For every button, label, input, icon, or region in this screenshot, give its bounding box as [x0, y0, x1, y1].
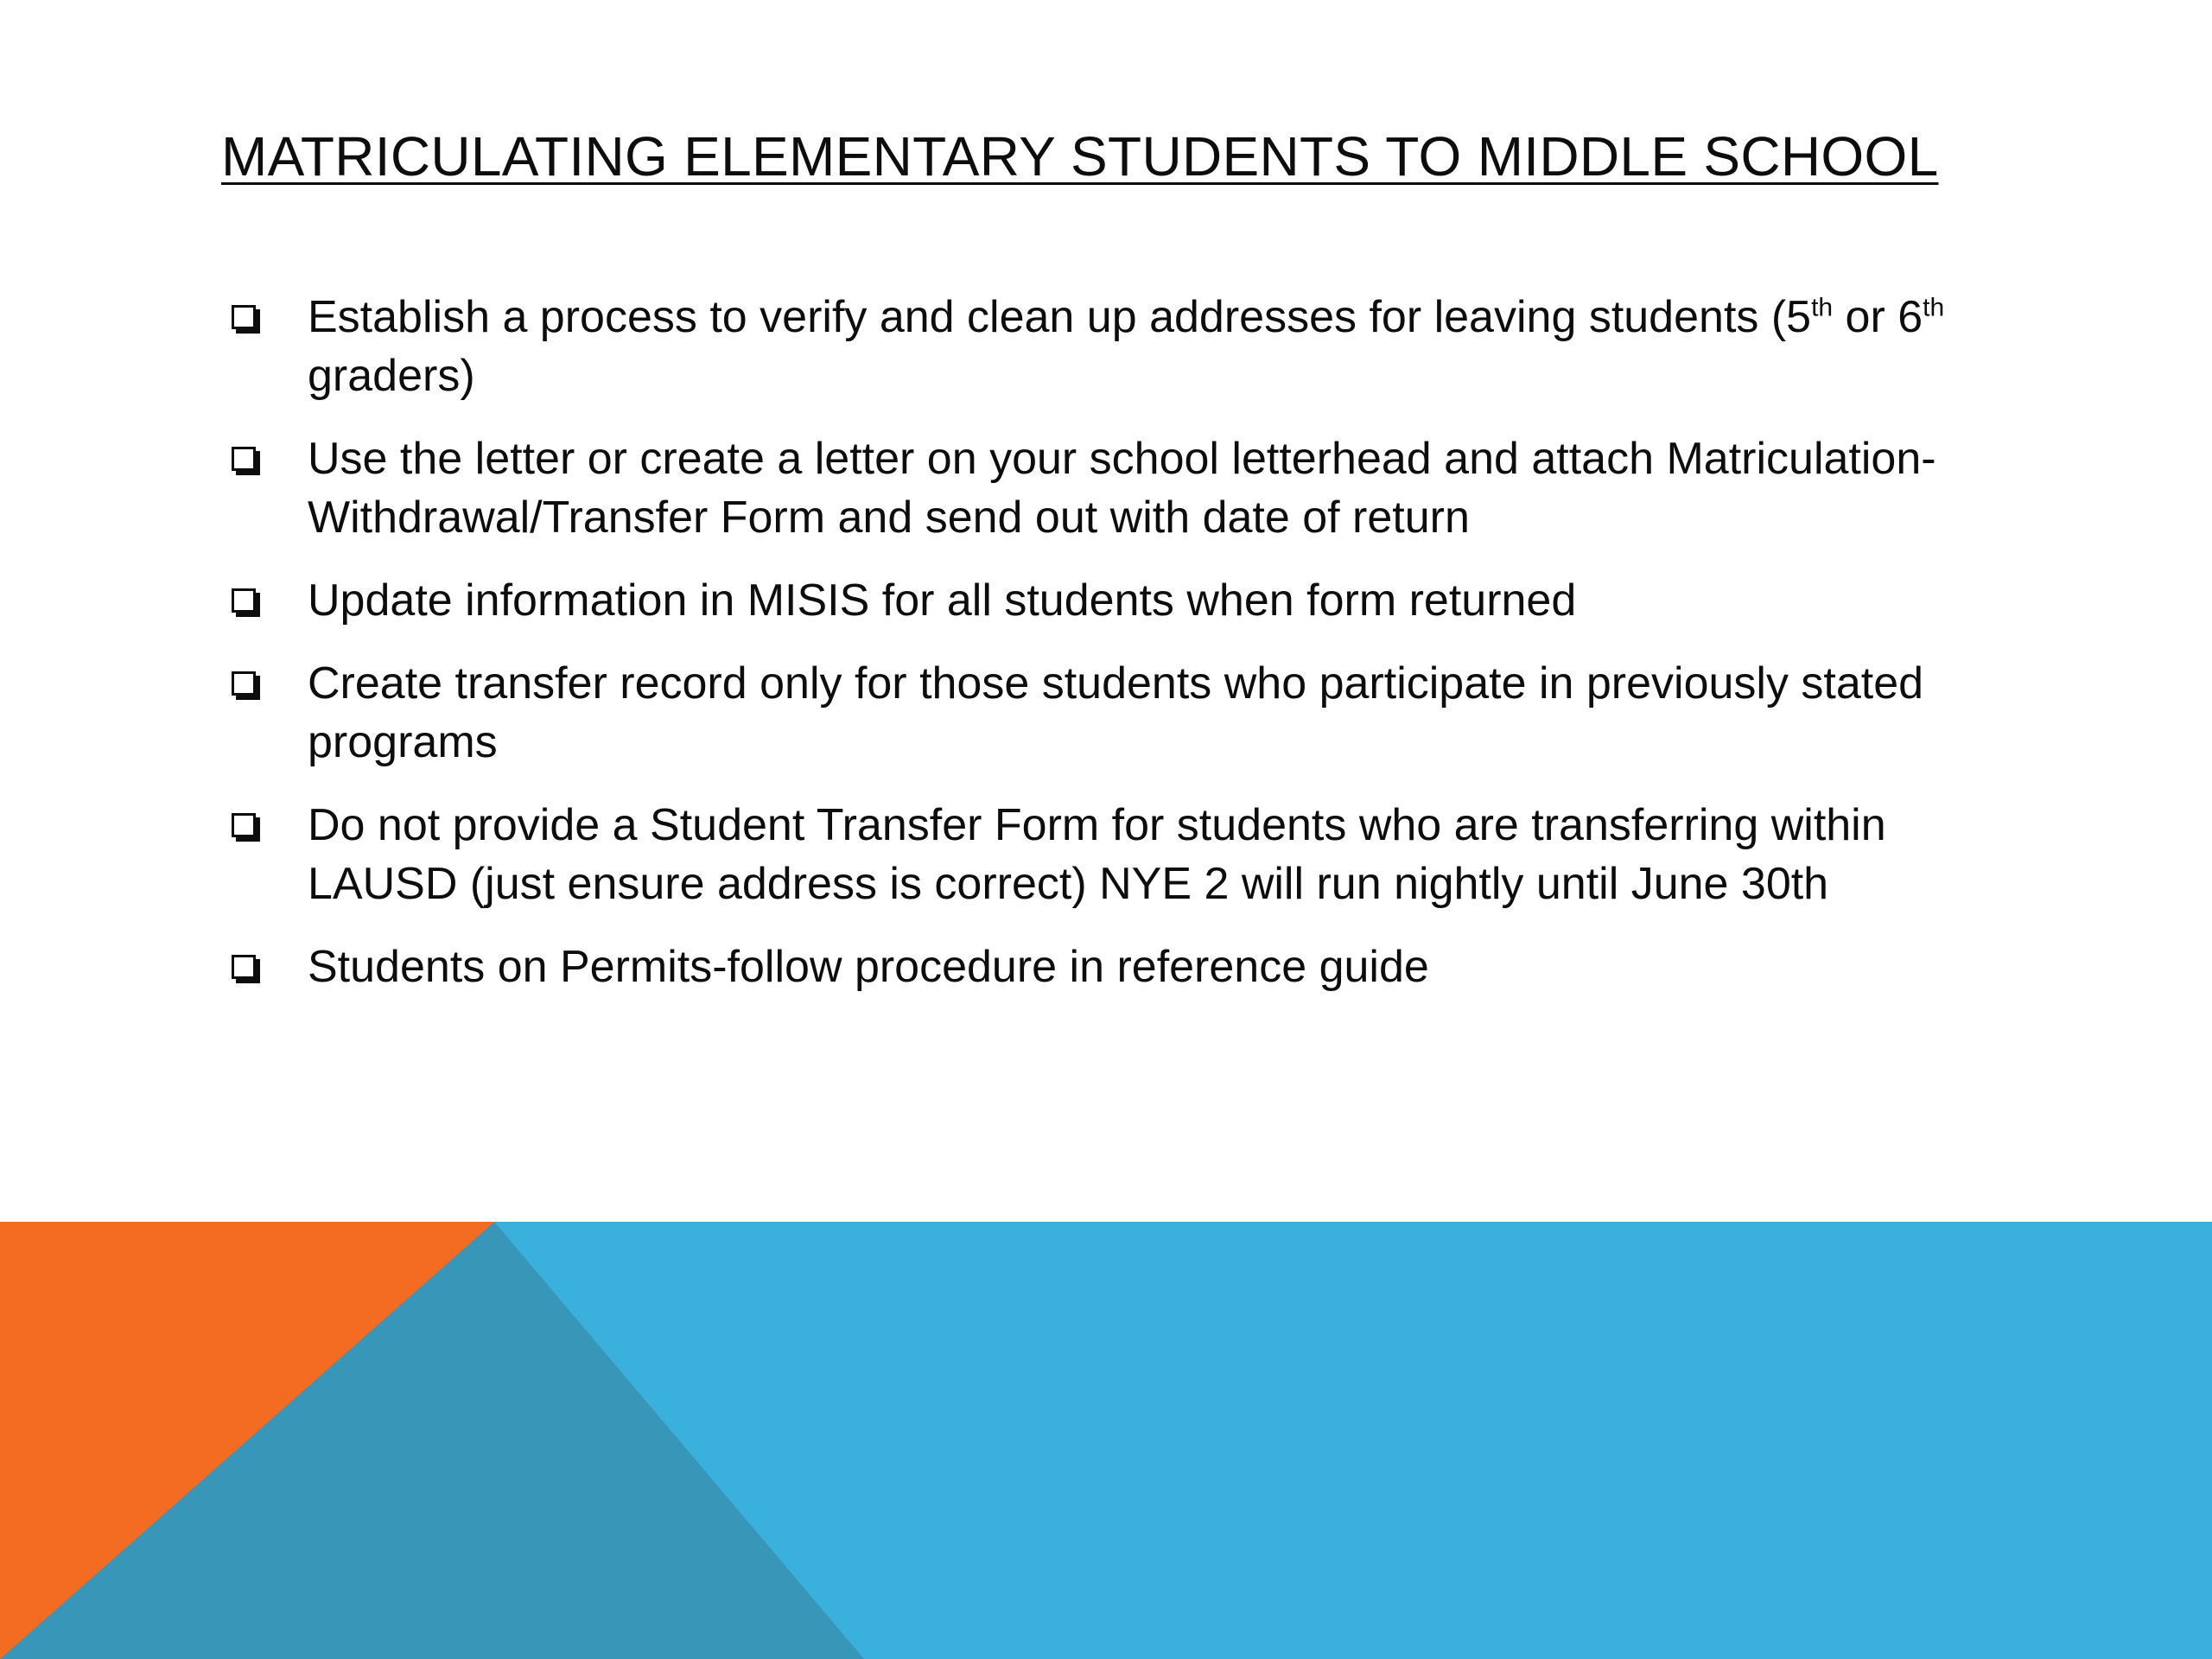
bullet-text: Update information in MISIS for all students when form returned: [308, 575, 1577, 626]
checkbox-icon: [232, 447, 256, 471]
checkbox-icon: [232, 588, 256, 613]
bullet-text-part: or 6: [1833, 292, 1923, 342]
bullet-text: Do not provide a Student Transfer Form for students who are transferring within LAUSD (just ensure address is correct) NYE 2 will run nightly until June 30th: [308, 800, 1886, 909]
bullet-text-part: Establish a process to verify and clean up addresses for leaving students (5: [308, 292, 1812, 342]
bullet-list: [221, 288, 2018, 1020]
superscript: th: [1923, 293, 1945, 322]
list-item: [221, 938, 2018, 996]
list-item: [221, 654, 2018, 772]
bullet-text: [308, 288, 2018, 405]
checkbox-icon: [232, 955, 256, 979]
decorative-footer-band: [0, 1222, 2212, 1659]
list-item: [221, 429, 2018, 547]
list-item: [221, 796, 2018, 913]
superscript: th: [1811, 293, 1834, 322]
checkbox-icon: [232, 305, 256, 329]
bullet-text: Use the letter or create a letter on your school letterhead and attach Matriculation-Withdrawal/Transfer Form and send out with date of return: [308, 434, 1936, 543]
slide-title: MATRICULATING ELEMENTARY STUDENTS TO MIDDLE SCHOOL: [221, 125, 1939, 188]
list-item: [221, 288, 2018, 405]
checkbox-icon: [232, 813, 256, 837]
checkbox-icon: [232, 671, 256, 696]
bullet-text: Create transfer record only for those students who participate in previously stated programs: [308, 658, 1924, 767]
list-item: [221, 571, 2018, 630]
bullet-text-part: graders): [308, 351, 475, 401]
bullet-text: Students on Permits-follow procedure in reference guide: [308, 942, 1429, 992]
